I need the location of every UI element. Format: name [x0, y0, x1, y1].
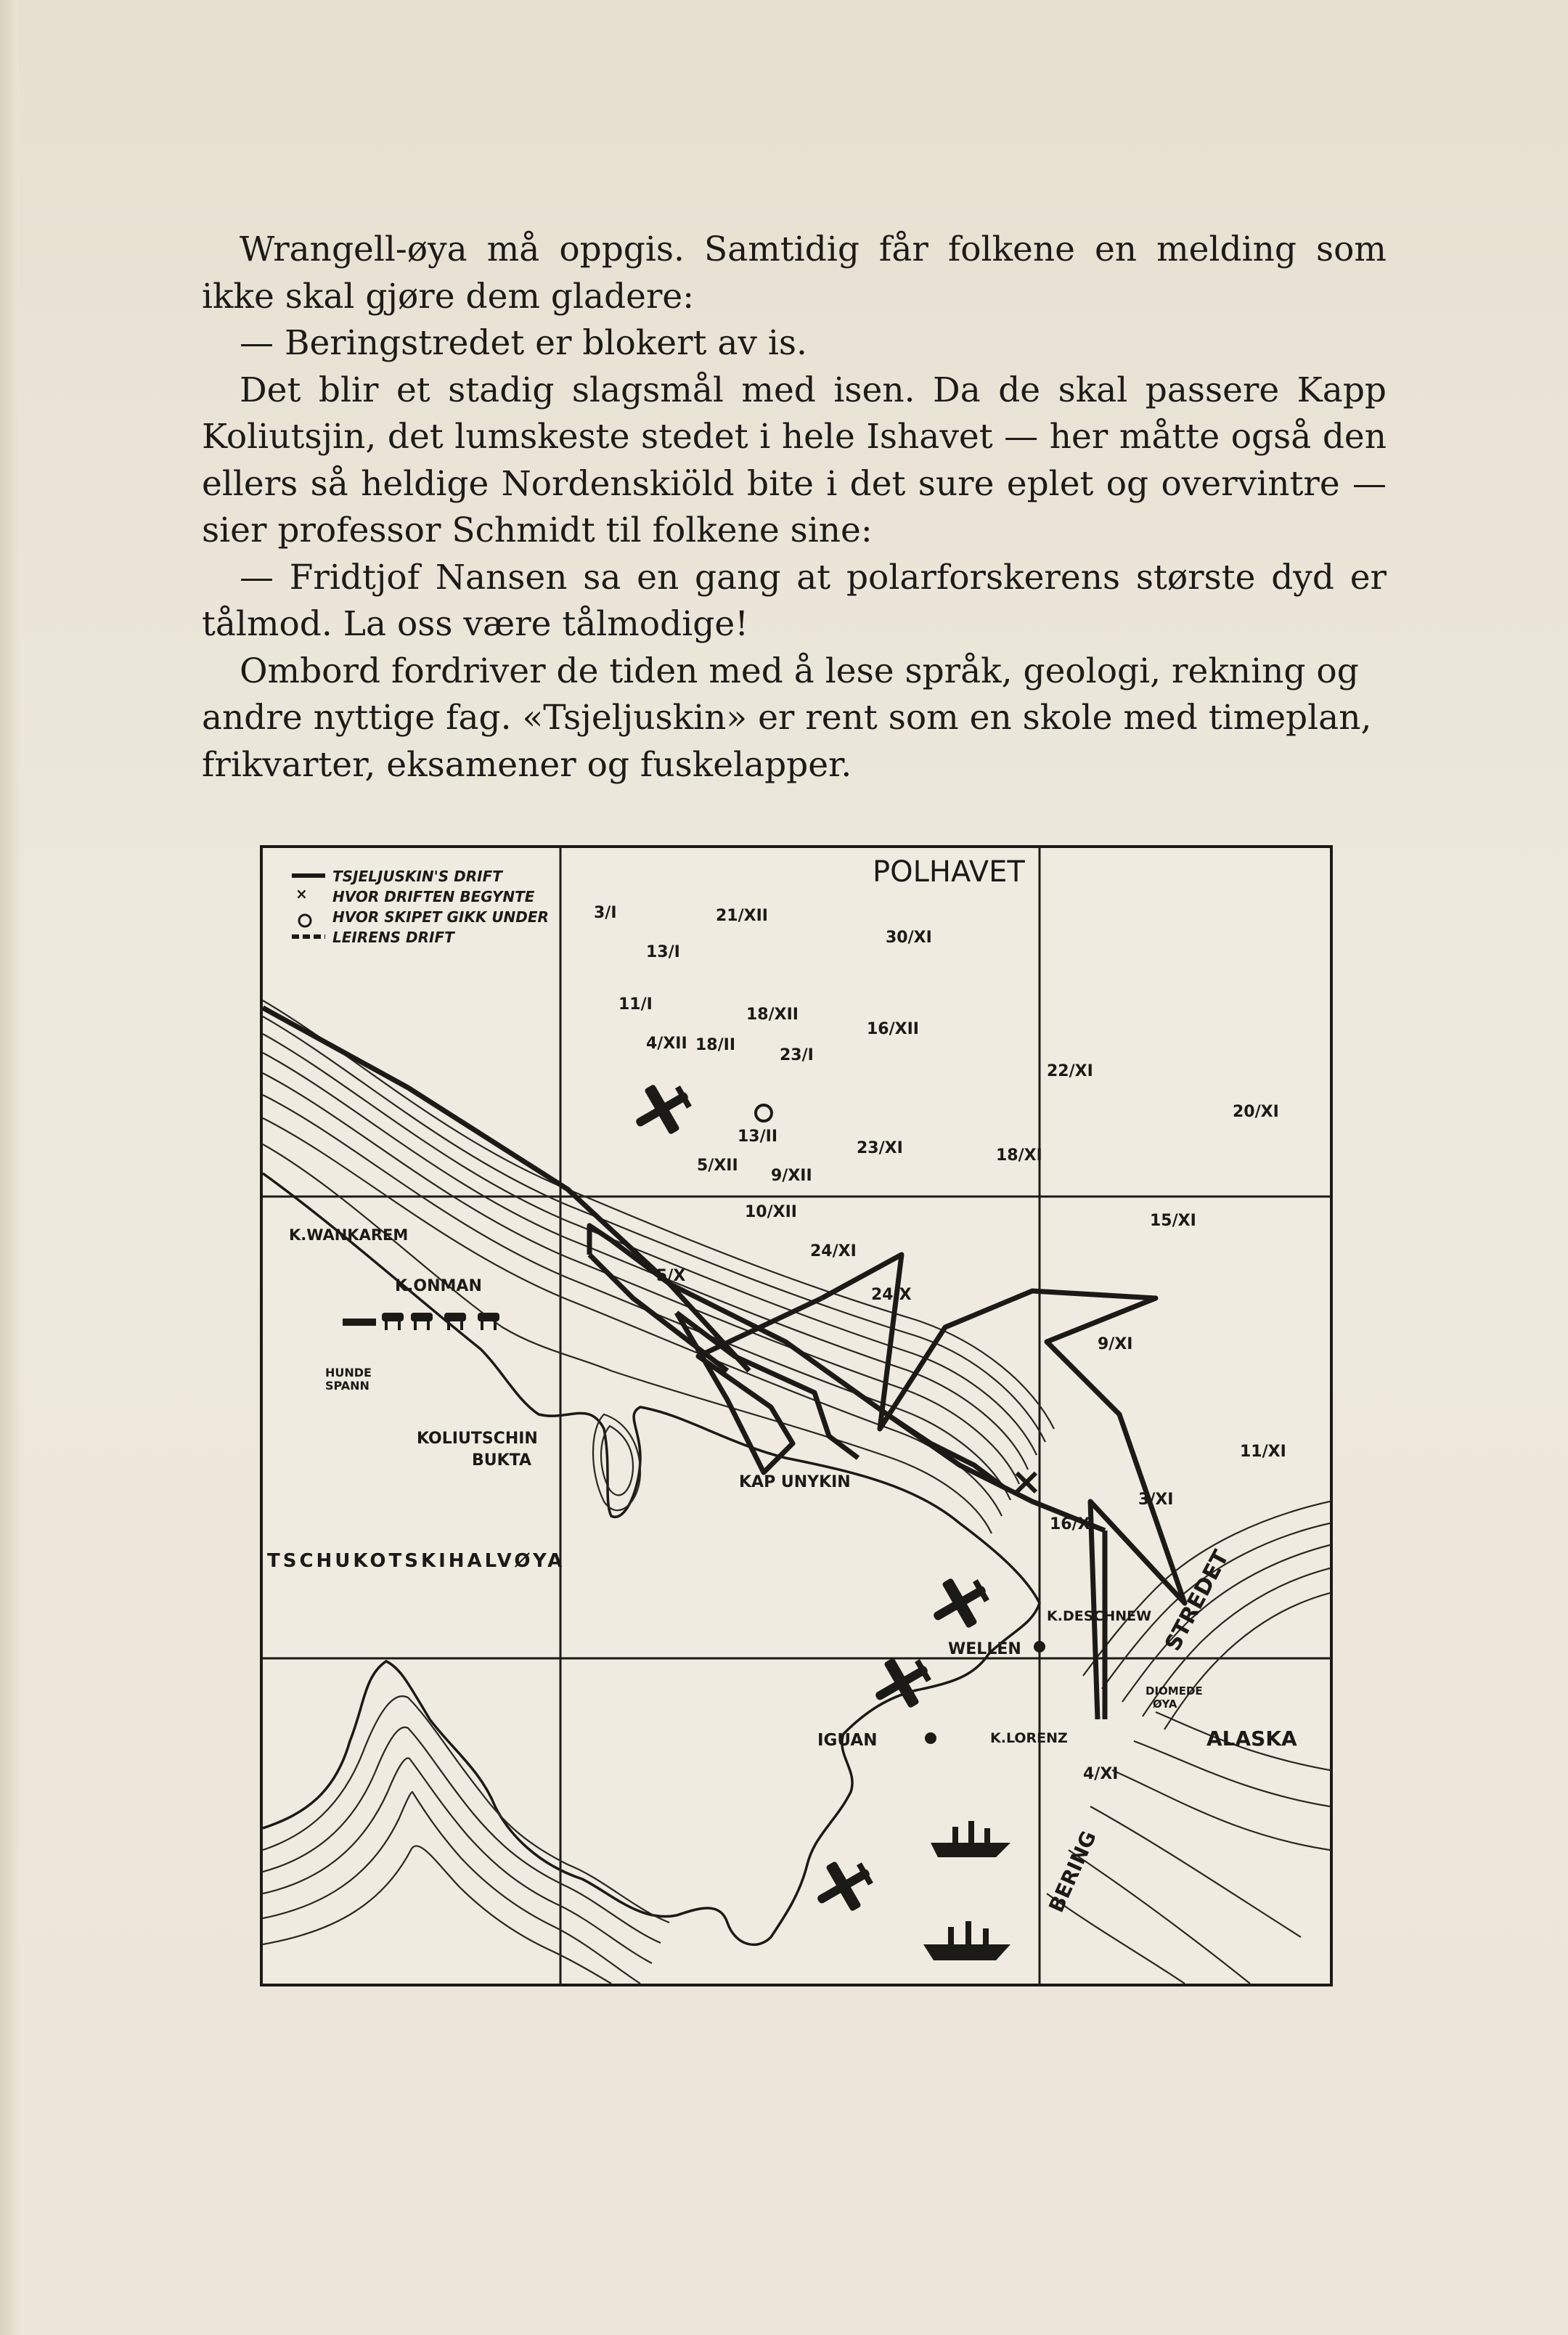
date-label: 13/I [646, 943, 680, 961]
paragraph-3: Det blir et stadig slagsmål med isen. Da de skal passere Kapp Koliutsjin, det lumskeste stedet i hele Ishavet — her måtte også den ellers så heldige Nordenskiöld bite i det sure eplet og overvintre — sier professor Schmidt til folkene sine: [202, 370, 1387, 550]
date-label: 10/XII [745, 1203, 797, 1221]
label-hunde-1: HUNDE [325, 1366, 372, 1380]
label-wellen: WELLEN [948, 1640, 1021, 1658]
label-iguan: IGUAN [817, 1731, 878, 1750]
date-label: 9/XI [1098, 1335, 1133, 1353]
paragraph-4: — Fridtjof Nansen sa en gang at polarforskerens største dyd er tålmod. La oss være tålmodige! [202, 557, 1387, 644]
map-svg [263, 848, 1330, 1984]
map-title: POLHAVET [873, 855, 1025, 889]
ship-icon [923, 1921, 1010, 1960]
drift-map [260, 845, 1333, 1986]
date-label: 20/XI [1233, 1103, 1279, 1121]
label-diomede-2: ØYA [1153, 1698, 1177, 1711]
label-kap-unykin: KAP UNYKIN [739, 1473, 851, 1491]
date-label: 5/X [656, 1267, 686, 1285]
southwest-contours [263, 1696, 669, 1984]
ship-icon [931, 1821, 1010, 1857]
town-dot-wellen [1034, 1641, 1045, 1653]
legend-item-4: LEIRENS DRIFT [332, 929, 454, 946]
page-edge [0, 0, 19, 2335]
label-alaska: ALASKA [1206, 1727, 1297, 1751]
legend-item-2: HVOR DRIFTEN BEGYNTE [332, 888, 535, 905]
paragraph-2: — Beringstredet er blokert av is. [240, 323, 807, 363]
label-koliutschin-2: BUKTA [472, 1451, 532, 1470]
town-dot-iguan [925, 1732, 936, 1744]
legend-x-mark: × [295, 885, 308, 902]
date-label: 18/XII [746, 1006, 799, 1024]
label-deschnew: K.DESCHNEW [1047, 1608, 1152, 1624]
airplane-icon [624, 1072, 700, 1146]
airplane-icon [805, 1849, 881, 1923]
legend-o-mark [299, 915, 311, 926]
label-hunde-2: SPANN [325, 1379, 369, 1393]
date-label: 4/XII [646, 1035, 687, 1053]
date-label: 18/XI [996, 1146, 1042, 1165]
airplane-icon [921, 1566, 997, 1640]
date-label: 9/XII [771, 1167, 812, 1185]
date-label: 11/I [618, 995, 653, 1014]
paragraph-1: Wrangell-øya må oppgis. Samtidig får folkene en melding som ikke skal gjøre dem gladere: [202, 229, 1387, 317]
label-wankarem: K.WANKAREM [289, 1226, 409, 1244]
date-label: 16/XII [867, 1020, 919, 1038]
label-koliutschin-1: KOLIUTSCHIN [417, 1430, 538, 1448]
date-label: 5/XII [697, 1157, 738, 1175]
label-peninsula: TSCHUKOTSKIHALVØYA [267, 1550, 565, 1572]
drift-start-marker: × [1010, 1460, 1042, 1504]
date-label: 24/X [871, 1286, 912, 1304]
date-label: 23/I [780, 1046, 814, 1064]
label-stredet: STREDET [1160, 1546, 1235, 1655]
date-label: 4/XI [1083, 1765, 1119, 1783]
date-label: 11/XI [1240, 1443, 1286, 1461]
legend-item-3: HVOR SKIPET GIKK UNDER [332, 908, 549, 926]
date-label: 23/XI [857, 1139, 903, 1157]
paragraph-5: Ombord fordriver de tiden med å lese språk, geologi, rekning og andre nyttige fag. «Tsjeljuskin» er rent som en skole med timeplan, frikvarter, eksamener og fuskelapper. [202, 651, 1372, 785]
date-label: 18/II [695, 1036, 736, 1054]
label-bering: BERING [1044, 1827, 1101, 1916]
date-label: 30/XI [886, 929, 932, 947]
label-diomede-1: DIOMEDE [1146, 1684, 1203, 1698]
sinking-marker [756, 1105, 772, 1121]
label-onman: K.ONMAN [395, 1277, 482, 1295]
date-label: 21/XII [716, 907, 768, 925]
date-label: 15/XI [1150, 1212, 1196, 1230]
dog-sled-icon [343, 1313, 499, 1330]
label-lorenz: K.LORENZ [990, 1730, 1068, 1746]
date-label: 22/XI [1047, 1062, 1093, 1080]
date-label: 3/I [594, 904, 617, 922]
date-label: 13/II [738, 1128, 778, 1146]
date-label: 16/X [1050, 1515, 1090, 1533]
legend-item-1: TSJELJUSKIN'S DRIFT [332, 868, 502, 885]
date-label: 3/XI [1138, 1491, 1174, 1509]
body-text [202, 227, 1387, 788]
date-label: 24/XI [810, 1242, 857, 1260]
